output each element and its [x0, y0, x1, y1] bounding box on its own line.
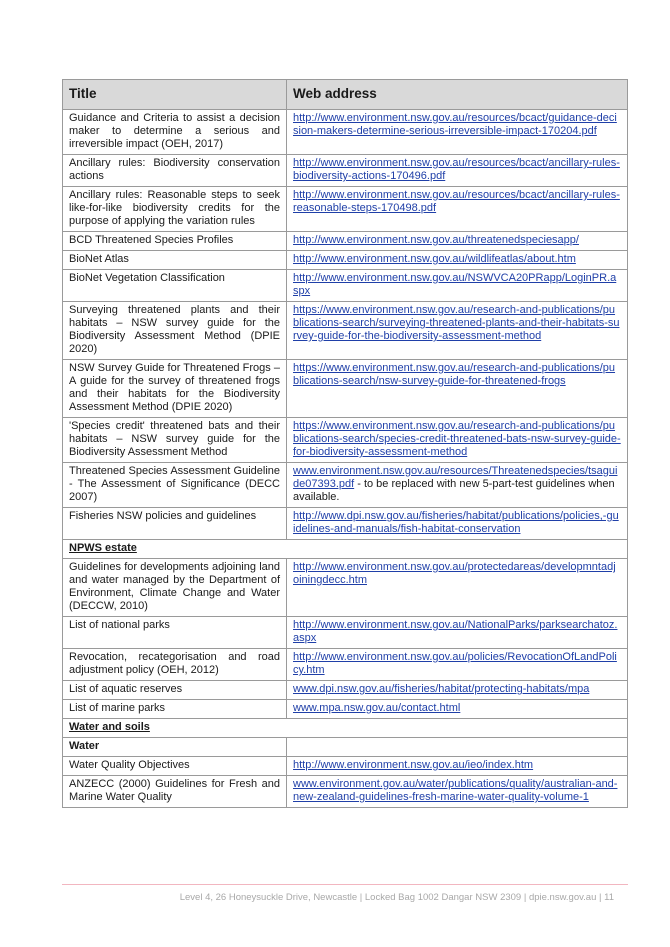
row-title: NSW Survey Guide for Threatened Frogs – A guide for the survey of threatened frogs and their habitats for the Biodiversity Assessment Method (DPIE 2020): [63, 360, 287, 418]
row-title: BioNet Vegetation Classification: [63, 270, 287, 302]
section-heading-water-and-soils: Water and soils: [63, 719, 628, 738]
title-column-header: Title: [63, 80, 287, 110]
table-row: [63, 232, 628, 251]
web-link[interactable]: http://www.environment.nsw.gov.au/resources/bcact/ancillary-rules-biodiversity-actions-170496.pdf: [293, 157, 620, 182]
table-row: [63, 110, 628, 155]
web-link[interactable]: http://www.environment.nsw.gov.au/protectedareas/developmntadjoiningdecc.htm: [293, 561, 616, 586]
table-row: [63, 700, 628, 719]
row-title: Surveying threatened plants and their habitats – NSW survey guide for the Biodiversity Assessment Method (DPIE 2020): [63, 302, 287, 360]
row-title: List of national parks: [63, 617, 287, 649]
section-heading-npws-estate: NPWS estate: [63, 540, 628, 559]
table-row: [63, 508, 628, 540]
table-row: [63, 757, 628, 776]
subsection-heading-water: Water: [63, 738, 287, 757]
web-address-column-header: Web address: [287, 80, 628, 110]
table-row: [63, 559, 628, 617]
web-link[interactable]: https://www.environment.nsw.gov.au/research-and-publications/publications-search/species-credit-threatened-bats-nsw-survey-guide-for-biodiversity-assessment-method: [293, 420, 621, 458]
page-footer: Level 4, 26 Honeysuckle Drive, Newcastle | Locked Bag 1002 Dangar NSW 2309 | dpie.nsw.gov.au | 11: [179, 892, 614, 903]
row-title: List of aquatic reserves: [63, 681, 287, 700]
row-title: List of marine parks: [63, 700, 287, 719]
web-link[interactable]: www.environment.nsw.gov.au/resources/Threatenedspecies/tsaguide07393.pdf: [293, 465, 618, 490]
row-title: Guidance and Criteria to assist a decision maker to determine a serious and irreversible impact (OEH, 2017): [63, 110, 287, 155]
section-row: [63, 540, 628, 559]
row-title: ANZECC (2000) Guidelines for Fresh and Marine Water Quality: [63, 776, 287, 808]
table-row: [63, 251, 628, 270]
row-title: Ancillary rules: Biodiversity conservation actions: [63, 155, 287, 187]
web-link[interactable]: http://www.environment.nsw.gov.au/wildlifeatlas/about.htm: [293, 253, 576, 265]
web-link[interactable]: http://www.dpi.nsw.gov.au/fisheries/habitat/publications/policies,-guidelines-and-manuals/fish-habitat-conservation: [293, 510, 619, 535]
web-link[interactable]: http://www.environment.nsw.gov.au/resources/bcact/guidance-decision-makers-determine-serious-irreversible-impact-170204.pdf: [293, 112, 617, 137]
subsection-row: [63, 738, 628, 757]
empty-cell: [287, 738, 628, 757]
web-link[interactable]: http://www.environment.nsw.gov.au/policies/RevocationOfLandPolicy.htm: [293, 651, 617, 676]
table-row: [63, 302, 628, 360]
table-row: [63, 617, 628, 649]
table-row: [63, 418, 628, 463]
references-table: [62, 79, 628, 808]
web-link[interactable]: https://www.environment.nsw.gov.au/research-and-publications/publications-search/surveying-threatened-plants-and-their-habitats-survey-guide-for-the-biodiversity-assessment-method: [293, 304, 620, 342]
row-title: Ancillary rules: Reasonable steps to seek like-for-like biodiversity credits for the purpose of applying the variation rules: [63, 187, 287, 232]
table-row: [63, 463, 628, 508]
section-row: [63, 719, 628, 738]
web-link[interactable]: http://www.environment.nsw.gov.au/NSWVCA20PRapp/LoginPR.aspx: [293, 272, 617, 297]
web-link[interactable]: http://www.environment.nsw.gov.au/NationalParks/parksearchatoz.aspx: [293, 619, 618, 644]
header-row: [63, 80, 628, 110]
table-row: [63, 649, 628, 681]
web-link[interactable]: www.mpa.nsw.gov.au/contact.html: [293, 702, 461, 714]
table-row: [63, 681, 628, 700]
row-title: Revocation, recategorisation and road adjustment policy (OEH, 2012): [63, 649, 287, 681]
row-title: Fisheries NSW policies and guidelines: [63, 508, 287, 540]
link-note: - to be replaced with new 5-part-test guidelines when available.: [293, 478, 615, 503]
web-link[interactable]: http://www.environment.nsw.gov.au/ieo/index.htm: [293, 759, 534, 771]
web-link[interactable]: http://www.environment.nsw.gov.au/threatenedspeciesapp/: [293, 234, 579, 246]
row-title: BCD Threatened Species Profiles: [63, 232, 287, 251]
row-title: Threatened Species Assessment Guideline - The Assessment of Significance (DECC 2007): [63, 463, 287, 508]
footer-divider: [62, 884, 628, 885]
row-title: BioNet Atlas: [63, 251, 287, 270]
table-row: [63, 360, 628, 418]
row-title: Water Quality Objectives: [63, 757, 287, 776]
web-link[interactable]: http://www.environment.nsw.gov.au/resources/bcact/ancillary-rules-reasonable-steps-170498.pdf: [293, 189, 620, 214]
row-title: 'Species credit' threatened bats and their habitats – NSW survey guide for the Biodiversity Assessment Method: [63, 418, 287, 463]
table-row: [63, 270, 628, 302]
web-link[interactable]: www.environment.gov.au/water/publications/quality/australian-and-new-zealand-guidelines-fresh-marine-water-quality-volume-1: [293, 778, 618, 803]
web-link[interactable]: www.dpi.nsw.gov.au/fisheries/habitat/protecting-habitats/mpa: [293, 683, 590, 695]
table-row: [63, 155, 628, 187]
table-row: [63, 776, 628, 808]
web-link[interactable]: https://www.environment.nsw.gov.au/research-and-publications/publications-search/nsw-survey-guide-for-threatened-frogs: [293, 362, 616, 387]
row-title: Guidelines for developments adjoining land and water managed by the Department of Environment, Climate Change and Water (DECCW, 2010): [63, 559, 287, 617]
table-row: [63, 187, 628, 232]
